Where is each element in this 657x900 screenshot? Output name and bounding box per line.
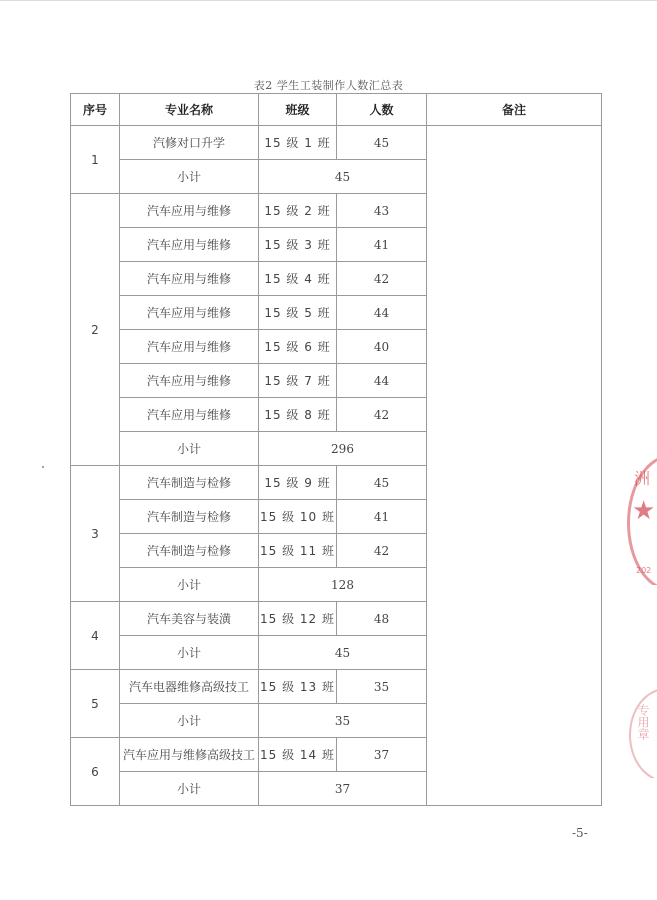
subtotal-value: 35 [259,704,427,738]
class-cell: 15 级 12 班 [259,602,337,636]
class-cell: 15 级 8 班 [259,398,337,432]
class-cell: 15 级 1 班 [259,126,337,160]
seq-cell: 6 [71,738,120,806]
official-seal-ring [627,455,657,585]
count-cell: 45 [337,466,427,500]
major-cell: 汽车应用与维修 [120,262,259,296]
secondary-seal-text: 专用章 [636,704,650,740]
official-seal [625,455,657,585]
seq-cell: 2 [71,194,120,466]
seq-cell: 3 [71,466,120,602]
major-cell: 汽车应用与维修 [120,364,259,398]
major-cell: 汽修对口升学 [120,126,259,160]
class-cell: 15 级 6 班 [259,330,337,364]
subtotal-label: 小计 [120,568,259,602]
class-cell: 15 级 14 班 [259,738,337,772]
remark-cell [427,466,602,602]
header-remark: 备注 [427,94,602,126]
count-cell: 41 [337,228,427,262]
count-cell: 42 [337,262,427,296]
remark-cell [427,670,602,738]
secondary-seal [627,688,657,778]
remark-cell [427,602,602,670]
count-cell: 42 [337,534,427,568]
header-seq: 序号 [71,94,120,126]
class-cell: 15 级 10 班 [259,500,337,534]
major-cell: 汽车制造与检修 [120,534,259,568]
subtotal-value: 37 [259,772,427,806]
summary-table [70,93,602,806]
class-cell: 15 级 7 班 [259,364,337,398]
subtotal-label: 小计 [120,432,259,466]
table-row [71,194,602,228]
count-cell: 48 [337,602,427,636]
count-cell: 44 [337,364,427,398]
subtotal-value: 128 [259,568,427,602]
count-cell: 35 [337,670,427,704]
subtotal-value: 45 [259,636,427,670]
subtotal-label: 小计 [120,704,259,738]
table-caption: 表2 学生工装制作人数汇总表 [253,79,404,92]
remark-cell [427,194,602,466]
subtotal-label: 小计 [120,160,259,194]
subtotal-label: 小计 [120,772,259,806]
subtotal-value: 296 [259,432,427,466]
class-cell: 15 级 5 班 [259,296,337,330]
major-cell: 汽车应用与维修 [120,194,259,228]
major-cell: 汽车应用与维修 [120,330,259,364]
count-cell: 42 [337,398,427,432]
header-major: 专业名称 [120,94,259,126]
header-class: 班级 [259,94,337,126]
remark-cell [427,126,602,194]
seq-cell: 1 [71,126,120,194]
major-cell: 汽车美容与装潢 [120,602,259,636]
header-row [71,94,602,126]
seq-cell: 4 [71,602,120,670]
header-count: 人数 [337,94,427,126]
count-cell: 40 [337,330,427,364]
seal-character: 洲 [634,469,651,488]
table-row [71,466,602,500]
major-cell: 汽车应用与维修 [120,228,259,262]
major-cell: 汽车应用与维修 [120,398,259,432]
major-cell: 汽车应用与维修 [120,296,259,330]
count-cell: 43 [337,194,427,228]
class-cell: 15 级 3 班 [259,228,337,262]
count-cell: 44 [337,296,427,330]
table-row [71,602,602,636]
major-cell: 汽车应用与维修高级技工 [120,738,259,772]
scan-speck [42,466,44,468]
table-row [71,738,602,772]
page-number: -5- [572,826,588,840]
major-cell: 汽车制造与检修 [120,466,259,500]
table-row [71,670,602,704]
seq-cell: 5 [71,670,120,738]
count-cell: 41 [337,500,427,534]
major-cell: 汽车制造与检修 [120,500,259,534]
table-row [71,126,602,160]
subtotal-value: 45 [259,160,427,194]
page-top-edge [0,0,657,1]
major-cell: 汽车电器维修高级技工 [120,670,259,704]
remark-cell [427,738,602,806]
subtotal-label: 小计 [120,636,259,670]
seal-year: 202 [636,566,652,575]
star-icon: ★ [632,496,656,526]
class-cell: 15 级 9 班 [259,466,337,500]
count-cell: 37 [337,738,427,772]
class-cell: 15 级 13 班 [259,670,337,704]
secondary-seal-ring [629,688,657,778]
class-cell: 15 级 11 班 [259,534,337,568]
count-cell: 45 [337,126,427,160]
class-cell: 15 级 4 班 [259,262,337,296]
class-cell: 15 级 2 班 [259,194,337,228]
